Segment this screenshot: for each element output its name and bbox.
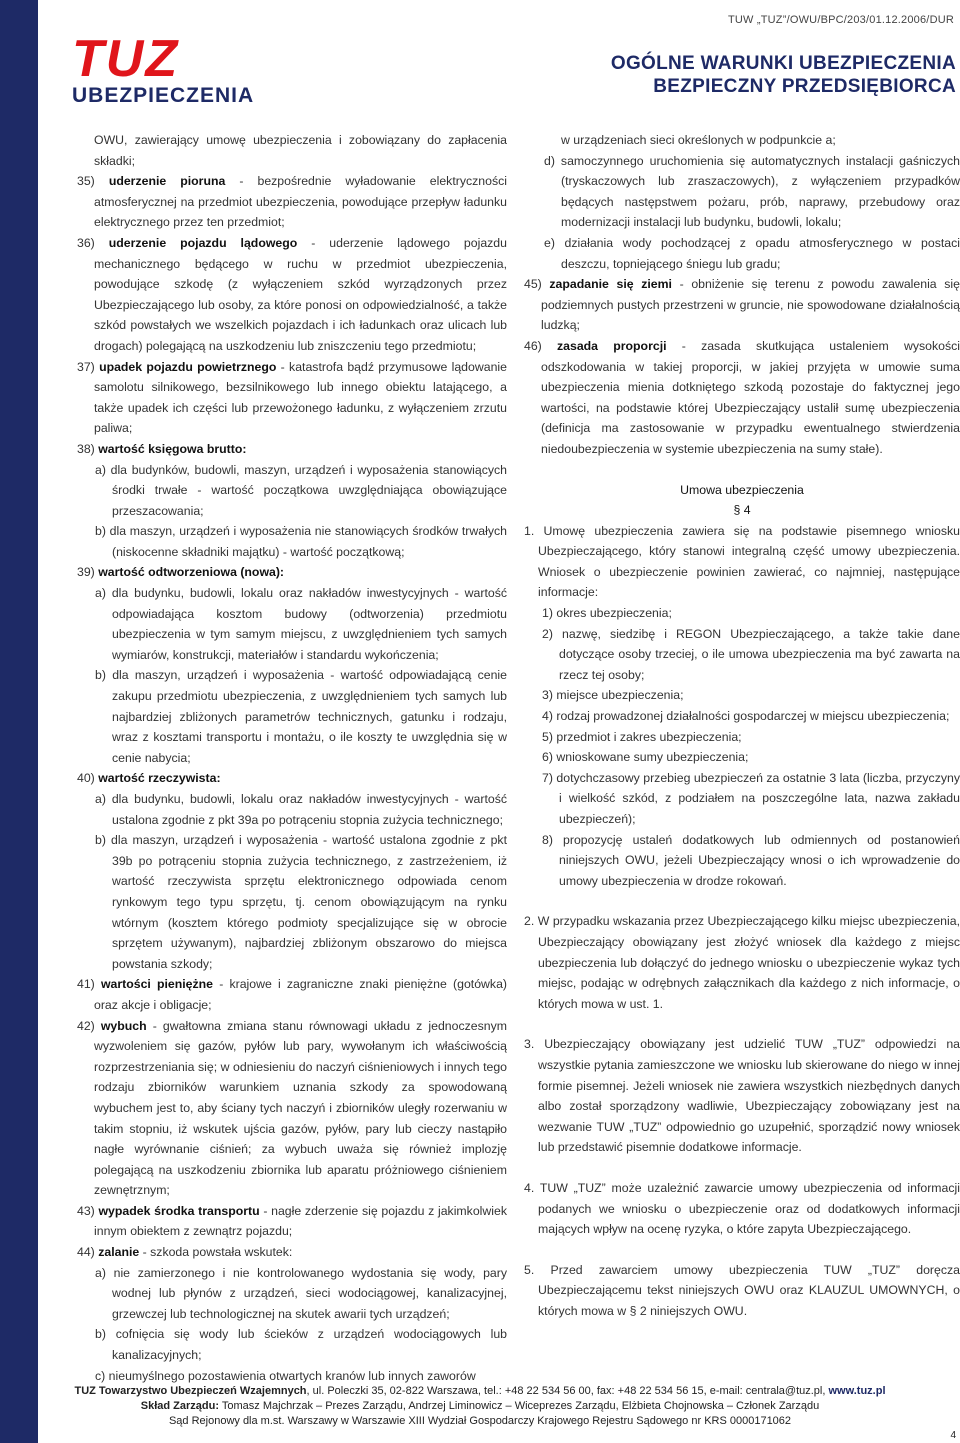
page-number: 4	[950, 1430, 956, 1441]
logo-subtitle: UBEZPIECZENIA	[72, 84, 255, 107]
clause-1-item-6: 6) wnioskowane sumy ubezpieczenia;	[542, 750, 749, 765]
definition-44-d: d) samoczynnego uruchomienia się automatycznych instalacji gaśniczych (tryskaczowych lub zraszaczowych), z wyłączeniem przypadków będących następstwem pożaru, prób, naprawy, przebudowy oraz modernizacji instalacji lub budynku, budowli, lokalu;	[544, 153, 960, 230]
logo-wordmark: TUZ	[72, 30, 180, 88]
footer-court-line: Sąd Rejonowy dla m.st. Warszawy w Warszawie XIII Wydział Gospodarczy Krajowego Rejestru Sądowego nr KRS 0000171062	[168, 1415, 792, 1427]
definition-44-b: b) cofnięcia się wody lub ścieków z urządzeń wodociągowych lub kanalizacyjnych;	[95, 1327, 507, 1363]
definition-38-a: a) dla budynków, budowli, maszyn, urządzeń i wyposażenia stanowiących środki trwałe - wartość początkowa uwzględniająca obowiązujące przeszacowania;	[95, 462, 507, 518]
page-footer	[0, 1384, 960, 1429]
clause-4: 4. TUW „TUZ” może uzależnić zawarcie umowy ubezpieczenia od informacji podanych we wniosku o ubezpieczenie oraz od dodatkowych informacji mających wpływ na ocenę ryzyka, o które zapyta Ubezpieczającego.	[524, 1180, 960, 1237]
spacer	[524, 1014, 960, 1034]
definition-39-a: a) dla budynku, budowli, lokalu oraz nakładów inwestycyjnych - wartość odpowiadająca kosztom budowy (odtworzenia) przedmiotu ubezpieczenia w tym samym miejscu, z uwzględnieniem tych samych wymiarów, konstrukcji, materiałów i standardu wykończenia;	[95, 586, 507, 662]
left-accent-bar	[0, 0, 38, 1443]
spacer	[524, 460, 960, 480]
left-column	[77, 130, 507, 1386]
clause-1-item-2: 2) nazwę, siedzibę i REGON Ubezpieczającego, a także takie dane dotyczące osoby trzeciej, o ile umowa ubezpieczenia ma być zawarta na rzecz tej osoby;	[542, 626, 960, 682]
definition-41: 41) wartości pieniężne - krajowe i zagraniczne znaki pieniężne (gotówka) oraz akcje i obligacje;	[77, 977, 507, 1012]
clause-1-item-5: 5) przedmiot i zakres ubezpieczenia;	[542, 729, 742, 744]
definition-44-e: e) działania wody pochodzącej z opadu atmosferycznego w postaci deszczu, topniejącego śniegu lub gradu;	[544, 235, 960, 271]
footer-board-line: Skład Zarządu: Tomasz Majchrzak – Prezes Zarządu, Andrzej Liminowicz – Wiceprezes Zarządu, Elżbieta Chojnowska – Członek Zarządu	[140, 1400, 820, 1412]
definition-43: 43) wypadek środka transportu - nagłe zderzenie się pojazdu z jakimkolwiek innym obiektem z zewnątrz pojazdu;	[77, 1203, 507, 1239]
spacer	[524, 1158, 960, 1178]
definition-44-continued: w urządzeniach sieci określonych w podpunkcie a;	[561, 133, 836, 147]
definition-42: 42) wybuch - gwałtowna zmiana stanu równowagi układu z jednoczesnym wyzwoleniem się gazów, pyłów lub pary, wywołanym ich właściwością rozprzestrzeniania się; w odniesieniu do naczyń ciśnieniowych i innych tego rodzaju zbiorników warunkiem uznania szkody za spowodowaną wybuchem jest to, aby ściany tych naczyń i zbiorników uległy rozerwaniu w takim stopniu, iż wskutek ujścia gazów, pyłów, pary lub cieczy nastąpiło nagłe wyrównanie ciśnień; za wybuch uważa się również implozję polegającą na uszkodzeniu zbiornika lub aparatu próżniowego ciśnieniem zewnętrznym;	[77, 1018, 507, 1198]
definition-38-b: b) dla maszyn, urządzeń i wyposażenia nie stanowiących środków trwałych (niskocenne składniki majątku) - wartość początkową;	[95, 524, 507, 559]
tuz-logo	[72, 30, 255, 108]
clause-1-item-8: 8) propozycję ustaleń dodatkowych lub odmiennych od postanowień niniejszych OWU, jeżeli Ubezpieczający wnosi o ich wprowadzenie do umowy ubezpieczenia w drodze rokowań.	[542, 832, 960, 888]
definition-44-c: c) nieumyślnego pozostawienia otwartych kranów lub innych zaworów	[95, 1368, 476, 1383]
website-link[interactable]: www.tuz.pl	[828, 1385, 886, 1397]
clause-1: 1. Umowę ubezpieczenia zawiera się na podstawie pisemnego wniosku Ubezpieczającego, który stanowi integralną część umowy ubezpieczenia. Wniosek o ubezpieczenie powinien zawierać, co najmniej, następujące informacje:	[524, 523, 960, 600]
definition-35: 35) uderzenie pioruna - bezpośrednie wyładowanie elektryczności atmosferycznej na przedmiot ubezpieczenia, powodujące przepływ ładunku elektrycznego przez ten przedmiot;	[77, 174, 507, 230]
section-heading: Umowa ubezpieczenia	[680, 482, 804, 497]
definition-45: 45) zapadanie się ziemi - obniżenie się terenu z powodu zawalenia się podziemnych pustych przestrzeni w gruncie, nie spowodowane działalnością ludzką;	[524, 277, 960, 333]
definition-40: 40) wartość rzeczywista:	[77, 771, 221, 786]
title-line-2: BEZPIECZNY PRZEDSIĘBIORCA	[653, 76, 956, 97]
title-line-1: OGÓLNE WARUNKI UBEZPIECZENIA	[610, 53, 956, 74]
definition-39-b: b) dla maszyn, urządzeń i wyposażenia - wartość odpowiadającą cenie zakupu przedmiotu ubezpieczenia, z uwzględnieniem tych samych lub najbardziej zbliżonych parametrów technicznych, gatunku i rodzaju, wraz z kosztami transportu i montażu, o ile koszty te uwzględnia się w cenie nabycia;	[95, 668, 507, 765]
definition-46: 46) zasada proporcji - zasada skutkująca ustaleniem wysokości odszkodowania w takiej proporcji, w jakiej przyjęta w umowie suma ubezpieczenia mienia dotkniętego szkodą pozostaje do faktycznej jego wartości, na podstawie której Ubezpieczający ustalił sumę ubezpieczenia (definicja ma zastosowanie w przypadku ewentualnego stwierdzenia niedoubezpieczenia w systemie ubezpieczenia na sumy stałe).	[524, 338, 960, 456]
definition-38: 38) wartość księgowa brutto:	[77, 441, 247, 456]
page-title	[611, 52, 956, 98]
spacer	[524, 1240, 960, 1260]
definition-36: 36) uderzenie pojazdu lądowego - uderzenie lądowego pojazdu mechanicznego będącego w ruchu w przedmiot ubezpieczenia, powodujące szkodę (z wyłączeniem szkód wyrządzonych przez Ubezpieczającego lub osoby, za które ponosi on odpowiedzialność, a także szkód powstałych we wszelkich pojazdach i ich ładunkach oraz ulicach lub drogach) polegającą na uszkodzeniu lub zniszczeniu tego przedmiotu;	[77, 235, 507, 353]
clause-3: 3. Ubezpieczający obowiązany jest udzielić TUW „TUZ” odpowiedzi na wszystkie pytania zamieszczone we wniosku lub skierowane do niego w innej formie pisemnej. Jeżeli wniosek nie zawiera wszystkich niezbędnych danych albo został sporządzony wadliwie, Ubezpieczający zobowiązany jest na wezwanie TUW „TUZ” odpowiednio go uzupełnić, sporządzić nowy wniosek lub przedstawić pisemnie dodatkowe informacje.	[524, 1037, 960, 1155]
clause-1-item-1: 1) okres ubezpieczenia;	[542, 606, 672, 621]
definition-44-a: a) nie zamierzonego i nie kontrolowanego wydostania się wody, pary wodnej lub płynów z urządzeń, sieci wodociągowej, kanalizacyjnej, grzewczej lub technologicznej na skutek awarii tych urządzeń;	[95, 1265, 507, 1321]
clause-1-item-4: 4) rodzaj prowadzonej działalności gospodarczej w miejscu ubezpieczenia;	[542, 709, 950, 724]
section-number: § 4	[733, 503, 751, 518]
clause-2: 2. W przypadku wskazania przez Ubezpieczającego kilku miejsc ubezpieczenia, Ubezpieczający obowiązany jest złożyć wniosek dla każdego z miejsc ubezpieczenia lub dołączyć do jednego wniosku o ubezpieczenie wykaz tych miejsc, podając w odrębnych załącznikach dla każdego z nich informacje, o których mowa w ust. 1.	[524, 914, 960, 1011]
definition-40-a: a) dla budynku, budowli, lokalu oraz nakładów inwestycyjnych - wartość ustalona zgodnie z pkt 39a po potrąceniu stopnia zużycia technicznego;	[95, 792, 507, 827]
definition-40-b: b) dla maszyn, urządzeń i wyposażenia - wartość ustalona zgodnie z pkt 39b po potrąceniu stopnia zużycia technicznego, z zastrzeżeniem, iż wartość rzeczywista sprzętu elektronicznego odpowiada cenom rynkowym tego typu sprzętu, tj. cenom obowiązującym na rynku wtórnym (kosztem którego podmioty specjalizujące się w obrocie sprzętem używanym), najbardziej zbliżonym obszarowo do miejsca powstania szkody;	[95, 833, 507, 971]
spacer	[524, 891, 960, 911]
footer-contact-line: TUZ Towarzystwo Ubezpieczeń Wzajemnych, ul. Poleczki 35, 02-822 Warszawa, tel.: +48 22 534 56 00, fax: +48 22 534 56 15, e-mail: centrala@tuz.pl, www.tuz.pl	[74, 1385, 886, 1397]
definition-44: 44) zalanie - szkoda powstała wskutek:	[77, 1245, 293, 1260]
intro-text: OWU, zawierający umowę ubezpieczenia i zobowiązany do zapłacenia składki;	[94, 133, 507, 168]
document-reference: TUW „TUZ”/OWU/BPC/203/01.12.2006/DUR	[727, 14, 954, 26]
right-column	[524, 130, 960, 1321]
clause-1-item-7: 7) dotychczasowy przebieg ubezpieczeń za ostatnie 3 lata (liczba, przyczyny i wielkość szkód, z podziałem na poszczególne lata, nazwa zakładu ubezpieczeń);	[542, 770, 960, 826]
definition-39: 39) wartość odtworzeniowa (nowa):	[77, 565, 285, 580]
clause-5: 5. Przed zawarciem umowy ubezpieczenia TUW „TUZ” doręcza Ubezpieczającemu tekst niniejszych OWU oraz KLAUZUL UMOWNYCH, o których mowa w § 2 niniejszych OWU.	[524, 1262, 960, 1318]
clause-1-item-3: 3) miejsce ubezpieczenia;	[542, 688, 684, 703]
definition-37: 37) upadek pojazdu powietrznego - katastrofa bądź przymusowe lądowanie samolotu silnikowego, bezsilnikowego lub innego obiektu latającego, a także upadek ich części lub przewożonego ładunku, z wyłączeniem zrzutu paliwa;	[77, 359, 507, 436]
